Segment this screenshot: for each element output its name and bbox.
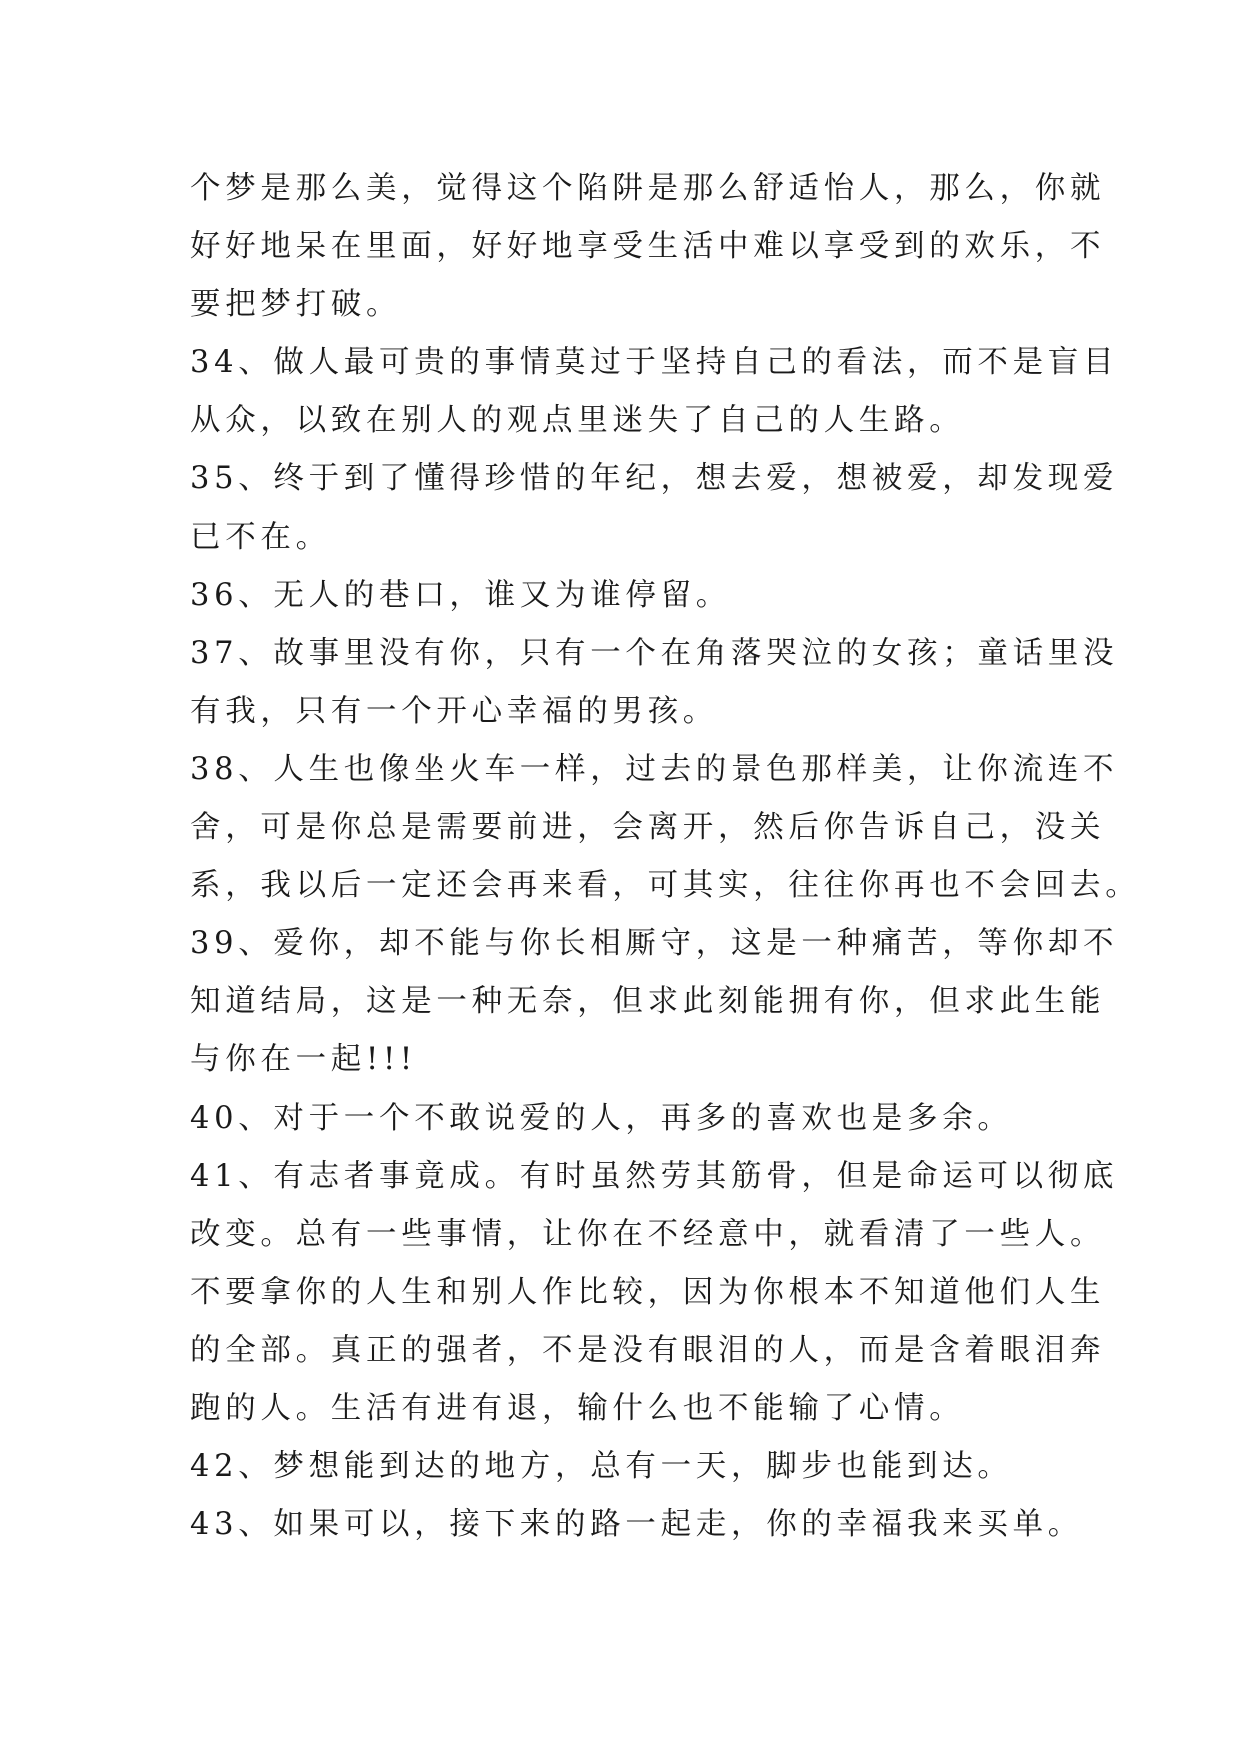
text-line: 35、终于到了懂得珍惜的年纪，想去爱，想被爱，却发现爱 — [190, 461, 1119, 497]
text-line: 37、故事里没有你，只有一个在角落哭泣的女孩；童话里没 — [190, 635, 1119, 671]
text-line: 好好地呆在里面，好好地享受生活中难以享受到的欢乐，不 — [190, 229, 1106, 265]
document-body — [190, 160, 1141, 1554]
text-line: 34、做人最可贵的事情莫过于坚持自己的看法，而不是盲目 — [190, 345, 1119, 381]
text-line: 39、爱你，却不能与你长相厮守，这是一种痛苦，等你却不 — [190, 926, 1119, 962]
text-line: 舍，可是你总是需要前进，会离开，然后你告诉自己，没关 — [190, 810, 1106, 846]
text-line: 38、人生也像坐火车一样，过去的景色那样美，让你流连不 — [190, 751, 1119, 787]
text-line: 42、梦想能到达的地方，总有一天，脚步也能到达。 — [190, 1449, 1013, 1485]
text-line: 知道结局，这是一种无奈，但求此刻能拥有你，但求此生能 — [190, 984, 1106, 1020]
text-line: 已不在。 — [190, 519, 331, 555]
text-line: 与你在一起!!! — [190, 1042, 417, 1078]
text-line: 不要拿你的人生和别人作比较，因为你根本不知道他们人生 — [190, 1274, 1106, 1310]
text-line: 有我，只有一个开心幸福的男孩。 — [190, 693, 718, 729]
text-line: 40、对于一个不敢说爱的人，再多的喜欢也是多余。 — [190, 1100, 1013, 1136]
text-line: 从众，以致在别人的观点里迷失了自己的人生路。 — [190, 403, 965, 439]
text-line: 改变。总有一些事情，让你在不经意中，就看清了一些人。 — [190, 1216, 1106, 1252]
text-line: 跑的人。生活有进有退，输什么也不能输了心情。 — [190, 1390, 965, 1426]
text-line: 要把梦打破。 — [190, 287, 402, 323]
text-line: 36、无人的巷口，谁又为谁停留。 — [190, 577, 732, 613]
text-line: 个梦是那么美，觉得这个陷阱是那么舒适怡人，那么，你就 — [190, 171, 1106, 206]
text-line: 的全部。真正的强者，不是没有眼泪的人，而是含着眼泪奔 — [190, 1332, 1106, 1368]
text-line: 43、如果可以，接下来的路一起走，你的幸福我来买单。 — [190, 1507, 1084, 1543]
text-line: 41、有志者事竟成。有时虽然劳其筋骨，但是命运可以彻底 — [190, 1158, 1119, 1194]
text-line: 系，我以后一定还会再来看，可其实，往往你再也不会回去。 — [190, 868, 1141, 904]
